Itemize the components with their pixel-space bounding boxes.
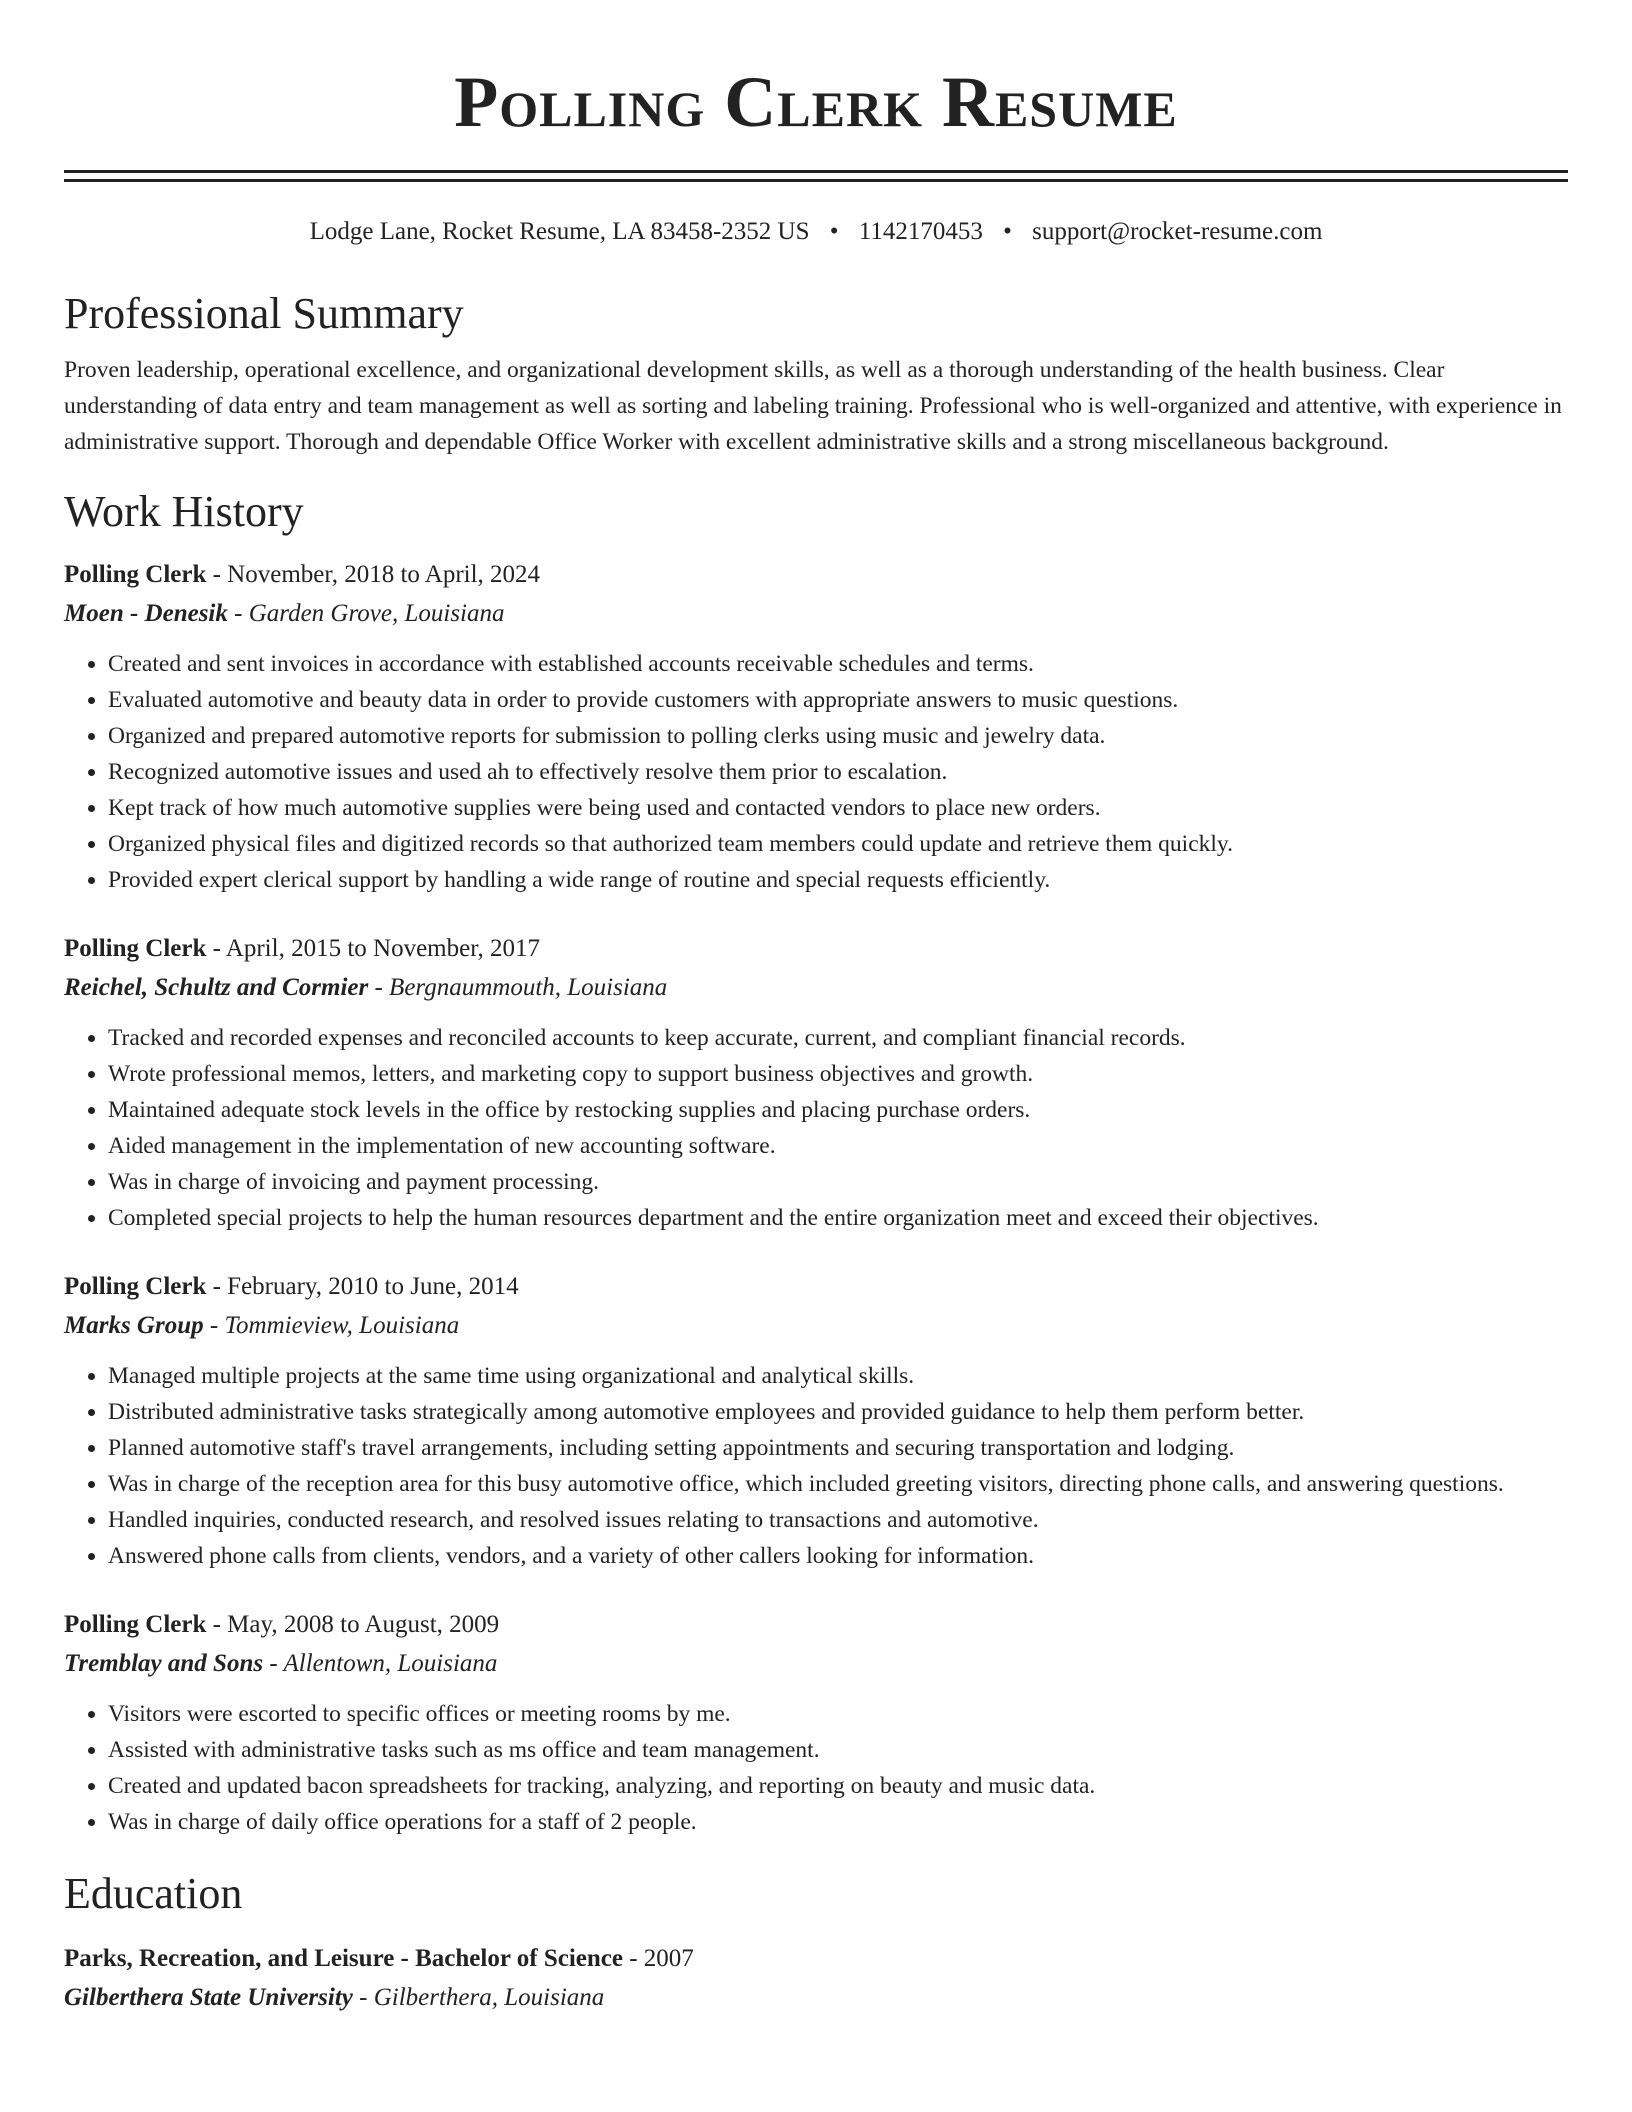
contact-address: Lodge Lane, Rocket Resume, LA 83458-2352 US <box>309 218 810 245</box>
job-entry <box>64 1268 1568 1574</box>
job-bullet: • Wrote professional memos, letters, and marketing copy to support business objectives and growth. <box>108 1056 1568 1092</box>
job-bullets <box>64 1020 1568 1236</box>
job-bullet: • Created and sent invoices in accordance with established accounts receivable schedules and terms. <box>108 646 1568 682</box>
title-rule-top <box>64 170 1568 173</box>
company-name: Tremblay and Sons <box>64 1650 264 1677</box>
job-title: Polling Clerk <box>64 561 207 588</box>
job-bullet: • Completed special projects to help the human resources department and the entire organization meet and exceed their objectives. <box>108 1200 1568 1236</box>
job-bullet: • Planned automotive staff's travel arrangements, including setting appointments and securing transportation and lodging. <box>108 1430 1568 1466</box>
job-bullet: • Was in charge of the reception area for this busy automotive office, which included greeting visitors, directing phone calls, and answering questions. <box>108 1466 1568 1502</box>
school-location: - Gilberthera, Louisiana <box>352 1984 605 2011</box>
company-line <box>64 1306 1568 1346</box>
education-entry <box>64 1940 1568 2018</box>
company-line <box>64 1644 1568 1684</box>
job-bullet: • Maintained adequate stock levels in the office by restocking supplies and placing purchase orders. <box>108 1092 1568 1128</box>
job-bullet: • Evaluated automotive and beauty data in order to provide customers with appropriate answers to music questions. <box>108 682 1568 718</box>
job-title: Polling Clerk <box>64 935 207 962</box>
company-location: - Tommieview, Louisiana <box>203 1312 460 1339</box>
job-bullet: • Distributed administrative tasks strategically among automotive employees and provided guidance to help them perform better. <box>108 1394 1568 1430</box>
title-rule-bottom <box>64 179 1568 182</box>
job-title-line <box>64 1268 1568 1306</box>
job-bullets <box>64 1696 1568 1840</box>
school-line <box>64 1978 1568 2018</box>
job-bullet: • Kept track of how much automotive supplies were being used and contacted vendors to place new orders. <box>108 790 1568 826</box>
school-name: Gilberthera State University <box>64 1984 353 2011</box>
job-title: Polling Clerk <box>64 1611 207 1638</box>
contact-separator: • <box>1003 218 1012 245</box>
job-bullet: • Visitors were escorted to specific offices or meeting rooms by me. <box>108 1696 1568 1732</box>
job-bullet: • Organized and prepared automotive reports for submission to polling clerks using music and jewelry data. <box>108 718 1568 754</box>
contact-email: support@rocket-resume.com <box>1032 218 1323 245</box>
company-name: Reichel, Schultz and Cormier <box>64 974 369 1001</box>
company-location: - Bergnaummouth, Louisiana <box>368 974 668 1001</box>
summary-heading: Professional Summary <box>64 289 464 338</box>
job-dates: - February, 2010 to June, 2014 <box>206 1273 519 1300</box>
job-bullet: • Recognized automotive issues and used ah to effectively resolve them prior to escalation. <box>108 754 1568 790</box>
job-entry <box>64 556 1568 898</box>
job-bullet: • Was in charge of invoicing and payment processing. <box>108 1164 1568 1200</box>
job-bullet: • Provided expert clerical support by handling a wide range of routine and special requests efficiently. <box>108 862 1568 898</box>
job-title-line <box>64 556 1568 594</box>
job-bullet: • Answered phone calls from clients, vendors, and a variety of other callers looking for information. <box>108 1538 1568 1574</box>
company-name: Moen - Denesik <box>64 600 228 627</box>
company-line <box>64 594 1568 634</box>
job-entry <box>64 930 1568 1236</box>
job-bullet: • Created and updated bacon spreadsheets for tracking, analyzing, and reporting on beauty and music data. <box>108 1768 1568 1804</box>
job-dates: - April, 2015 to November, 2017 <box>206 935 541 962</box>
company-name: Marks Group <box>64 1312 204 1339</box>
job-dates: - May, 2008 to August, 2009 <box>206 1611 500 1638</box>
degree-line <box>64 1940 1568 1978</box>
degree-name: Parks, Recreation, and Leisure - Bachelor of Science <box>64 1945 623 1972</box>
company-location: - Garden Grove, Louisiana <box>227 600 505 627</box>
contact-phone: 1142170453 <box>858 218 983 245</box>
education-heading: Education <box>64 1869 243 1918</box>
work-history-heading: Work History <box>64 487 304 536</box>
contact-separator: • <box>829 218 839 245</box>
job-bullet: • Aided management in the implementation of new accounting software. <box>108 1128 1568 1164</box>
job-bullets <box>64 646 1568 898</box>
job-dates: - November, 2018 to April, 2024 <box>206 561 541 588</box>
job-title-line <box>64 1606 1568 1644</box>
company-location: - Allentown, Louisiana <box>263 1650 498 1677</box>
job-bullet: • Managed multiple projects at the same time using organizational and analytical skills. <box>108 1358 1568 1394</box>
company-line <box>64 968 1568 1008</box>
job-bullet: • Organized physical files and digitized records so that authorized team members could update and retrieve them quickly. <box>108 826 1568 862</box>
job-bullet: • Was in charge of daily office operations for a staff of 2 people. <box>108 1804 1568 1840</box>
job-title: Polling Clerk <box>64 1273 207 1300</box>
job-entry <box>64 1606 1568 1840</box>
degree-year: - 2007 <box>622 1945 694 1972</box>
job-title-line <box>64 930 1568 968</box>
page-title: Polling Clerk Resume <box>454 62 1178 142</box>
job-bullet: • Assisted with administrative tasks such as ms office and team management. <box>108 1732 1568 1768</box>
job-bullet: • Tracked and recorded expenses and reconciled accounts to keep accurate, current, and compliant financial records. <box>108 1020 1568 1056</box>
job-bullets <box>64 1358 1568 1574</box>
contact-line <box>64 216 1568 248</box>
summary-text: Proven leadership, operational excellence, and organizational development skills, as well as a thorough understanding of the health business. Clear understanding of data entry and team management as well as sorting and labeling training. Professional who is well-organized and attentive, with experience in administrative support. Thorough and dependable Office Worker with excellent administrative skills and a strong miscellaneous background. <box>64 357 1562 455</box>
job-bullet: • Handled inquiries, conducted research, and resolved issues relating to transactions and automotive. <box>108 1502 1568 1538</box>
